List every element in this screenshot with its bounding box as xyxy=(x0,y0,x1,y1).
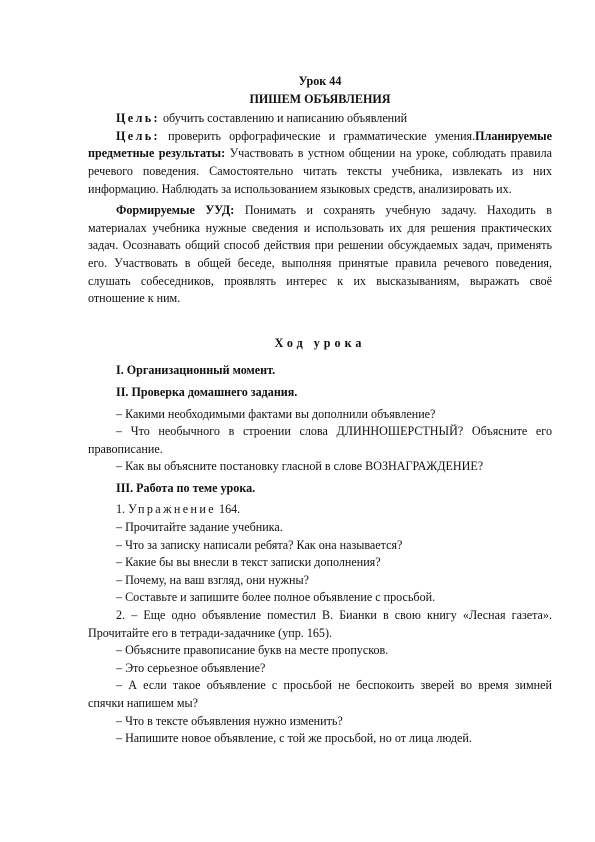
uud-label: Формируемые УУД: xyxy=(116,203,235,218)
course-heading: Ход урока xyxy=(274,335,366,350)
homework-question-2: – Что необычного в строении слова ДЛИННОШЕРСТНЫЙ? Объясните его правописание. xyxy=(88,424,552,456)
objectives-label: Цель: xyxy=(116,128,160,143)
exercise-164-heading xyxy=(88,501,552,519)
exercise-164-item: – Что за записку написали ребята? Как она называется? xyxy=(116,537,403,552)
exercise-165-item: – Напишите новое объявление, с той же просьбой, но от лица людей. xyxy=(116,731,472,746)
document-page xyxy=(88,73,552,748)
exercise-164-prefix: 1. xyxy=(116,502,129,517)
exercise-164-item: – Почему, на ваш взгляд, они нужны? xyxy=(116,572,309,587)
lesson-number: Урок 44 xyxy=(298,74,342,88)
goal-line xyxy=(88,110,552,128)
objectives-text-after: Участвовать в устном общении на уроке, соблюдать правила речевого поведения. Самостоятельно читать тексты учебника, извлекать из них информацию. Наблюдать за использованием языковых средств, анализировать их. xyxy=(88,146,552,196)
homework-question-3: – Как вы объясните постановку гласной в слове ВОЗНАГРАЖДЕНИЕ? xyxy=(116,459,484,474)
exercise-164-item: – Какие бы вы внесли в текст записки дополнения? xyxy=(116,555,381,570)
section-lesson-work: III. Работа по теме урока. xyxy=(116,480,256,495)
section-homework-check: II. Проверка домашнего задания. xyxy=(116,384,298,399)
exercise-165-item: – Что в тексте объявления нужно изменить? xyxy=(116,713,343,728)
exercise-164-label: Упражнение xyxy=(128,502,216,517)
exercise-164-number: 164. xyxy=(216,502,241,517)
exercise-165-item: – А если такое объявление с просьбой не беспокоить зверей во время зимней спячки напишем мы? xyxy=(88,678,552,710)
exercise-165-item: – Это серьезное объявление? xyxy=(116,660,266,675)
objectives-text-before: проверить орфографические и грамматические умения. xyxy=(159,128,476,143)
exercise-165-item: – Объясните правописание букв на месте пропусков. xyxy=(116,643,389,658)
exercise-164-item: – Прочитайте задание учебника. xyxy=(116,520,283,535)
homework-question-1: – Какими необходимыми фактами вы дополнили объявление? xyxy=(116,406,436,421)
planned-results-label: Планируемые предметные результаты: xyxy=(88,128,552,161)
exercise-165-intro: 2. – Еще одно объявление поместил В. Бианки в свою книгу «Лесная газета». Прочитайте его в тетради-задачнике (упр. 165). xyxy=(88,608,552,640)
uud-paragraph xyxy=(88,202,552,308)
uud-text: Понимать и сохранять учебную задачу. Находить в материалах учебника нужные сведения и использовать их для решения практических задач. Осознавать общий способ действия при решении обсуждаемых задач, применять его. Участвовать в общей беседе, выполняя принятые правила речевого поведения, слушать собеседников, проявлять интерес к их высказываниям, выражать своё отношение к ним. xyxy=(88,203,552,306)
exercise-164-item: – Составьте и запишите более полное объявление с просьбой. xyxy=(116,590,436,605)
section-org-moment: I. Организационный момент. xyxy=(116,363,276,378)
lesson-title: ПИШЕМ ОБЪЯВЛЕНИЯ xyxy=(249,91,391,106)
goal-label: Цель: xyxy=(116,111,160,126)
goal-text: обучить составлению и написанию объявлений xyxy=(159,111,408,126)
objectives-paragraph xyxy=(88,128,552,198)
